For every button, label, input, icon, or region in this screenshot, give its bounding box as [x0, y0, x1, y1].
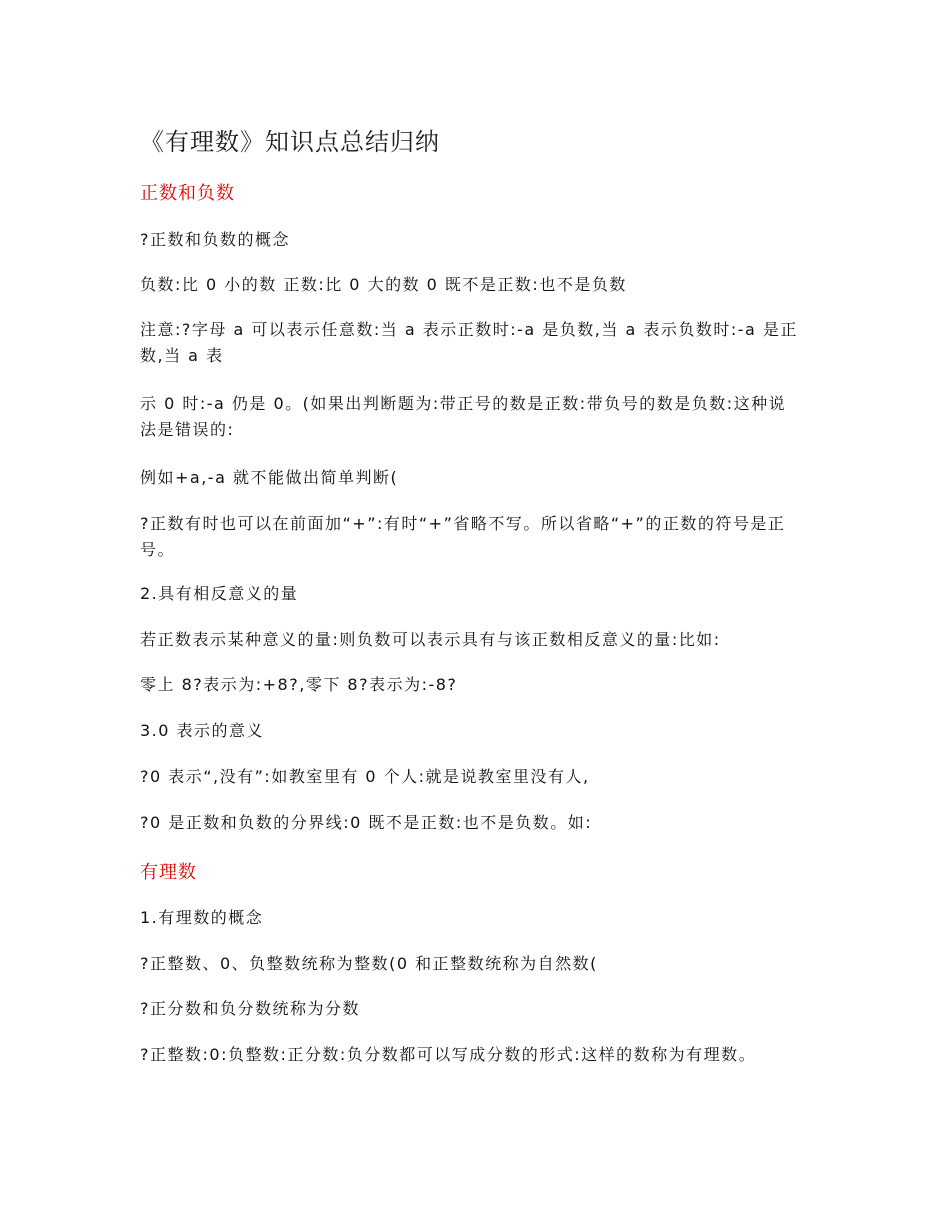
paragraph-line: ?正数和负数的概念 [140, 230, 290, 249]
paragraph-line: ?0 表示“,没有”:如教室里有 0 个人:就是说教室里没有人, [140, 767, 590, 786]
paragraph-line: ?正整数:0:负整数:正分数:负分数都可以写成分数的形式:这样的数称为有理数。 [140, 1045, 757, 1064]
section-heading-rational-numbers: 有理数 [140, 862, 197, 883]
paragraph-line: 1.有理数的概念 [140, 908, 264, 927]
paragraph-line: ?0 是正数和负数的分界线:0 既不是正数:也不是负数。如: [140, 813, 593, 832]
paragraph-line: 例如+a,-a 就不能做出简单判断( [140, 468, 399, 487]
paragraph-line: 零上 8?表示为:+8?,零下 8?表示为:-8? [140, 675, 458, 694]
page-title: 《有理数》知识点总结归纳 [140, 128, 440, 156]
section-heading-positive-negative: 正数和负数 [140, 183, 235, 204]
paragraph-line: 号。 [140, 540, 176, 559]
paragraph-line: ?正分数和负分数统称为分数 [140, 999, 360, 1018]
paragraph-line: ?正整数、0、负整数统称为整数(0 和正整数统称为自然数( [140, 954, 598, 973]
paragraph-line: 3.0 表示的意义 [140, 721, 265, 740]
paragraph-line: 负数:比 0 小的数 正数:比 0 大的数 0 既不是正数:也不是负数 [140, 275, 627, 294]
paragraph-line: 数,当 a 表 [140, 346, 224, 365]
paragraph-line: 示 0 时:-a 仍是 0。(如果出判断题为:带正号的数是正数:带负号的数是负数:这种说 [140, 394, 787, 413]
paragraph-line: 若正数表示某种意义的量:则负数可以表示具有与该正数相反意义的量:比如: [140, 630, 721, 649]
paragraph-line: 注意:?字母 a 可以表示任意数:当 a 表示正数时:-a 是负数,当 a 表示负数时:-a 是正 [140, 320, 798, 339]
paragraph-line: 法是错误的: [140, 420, 235, 439]
paragraph-line: ?正数有时也可以在前面加“+”:有时“+”省略不写。所以省略“+”的正数的符号是正 [140, 514, 786, 533]
paragraph-line: 2.具有相反意义的量 [140, 584, 299, 603]
